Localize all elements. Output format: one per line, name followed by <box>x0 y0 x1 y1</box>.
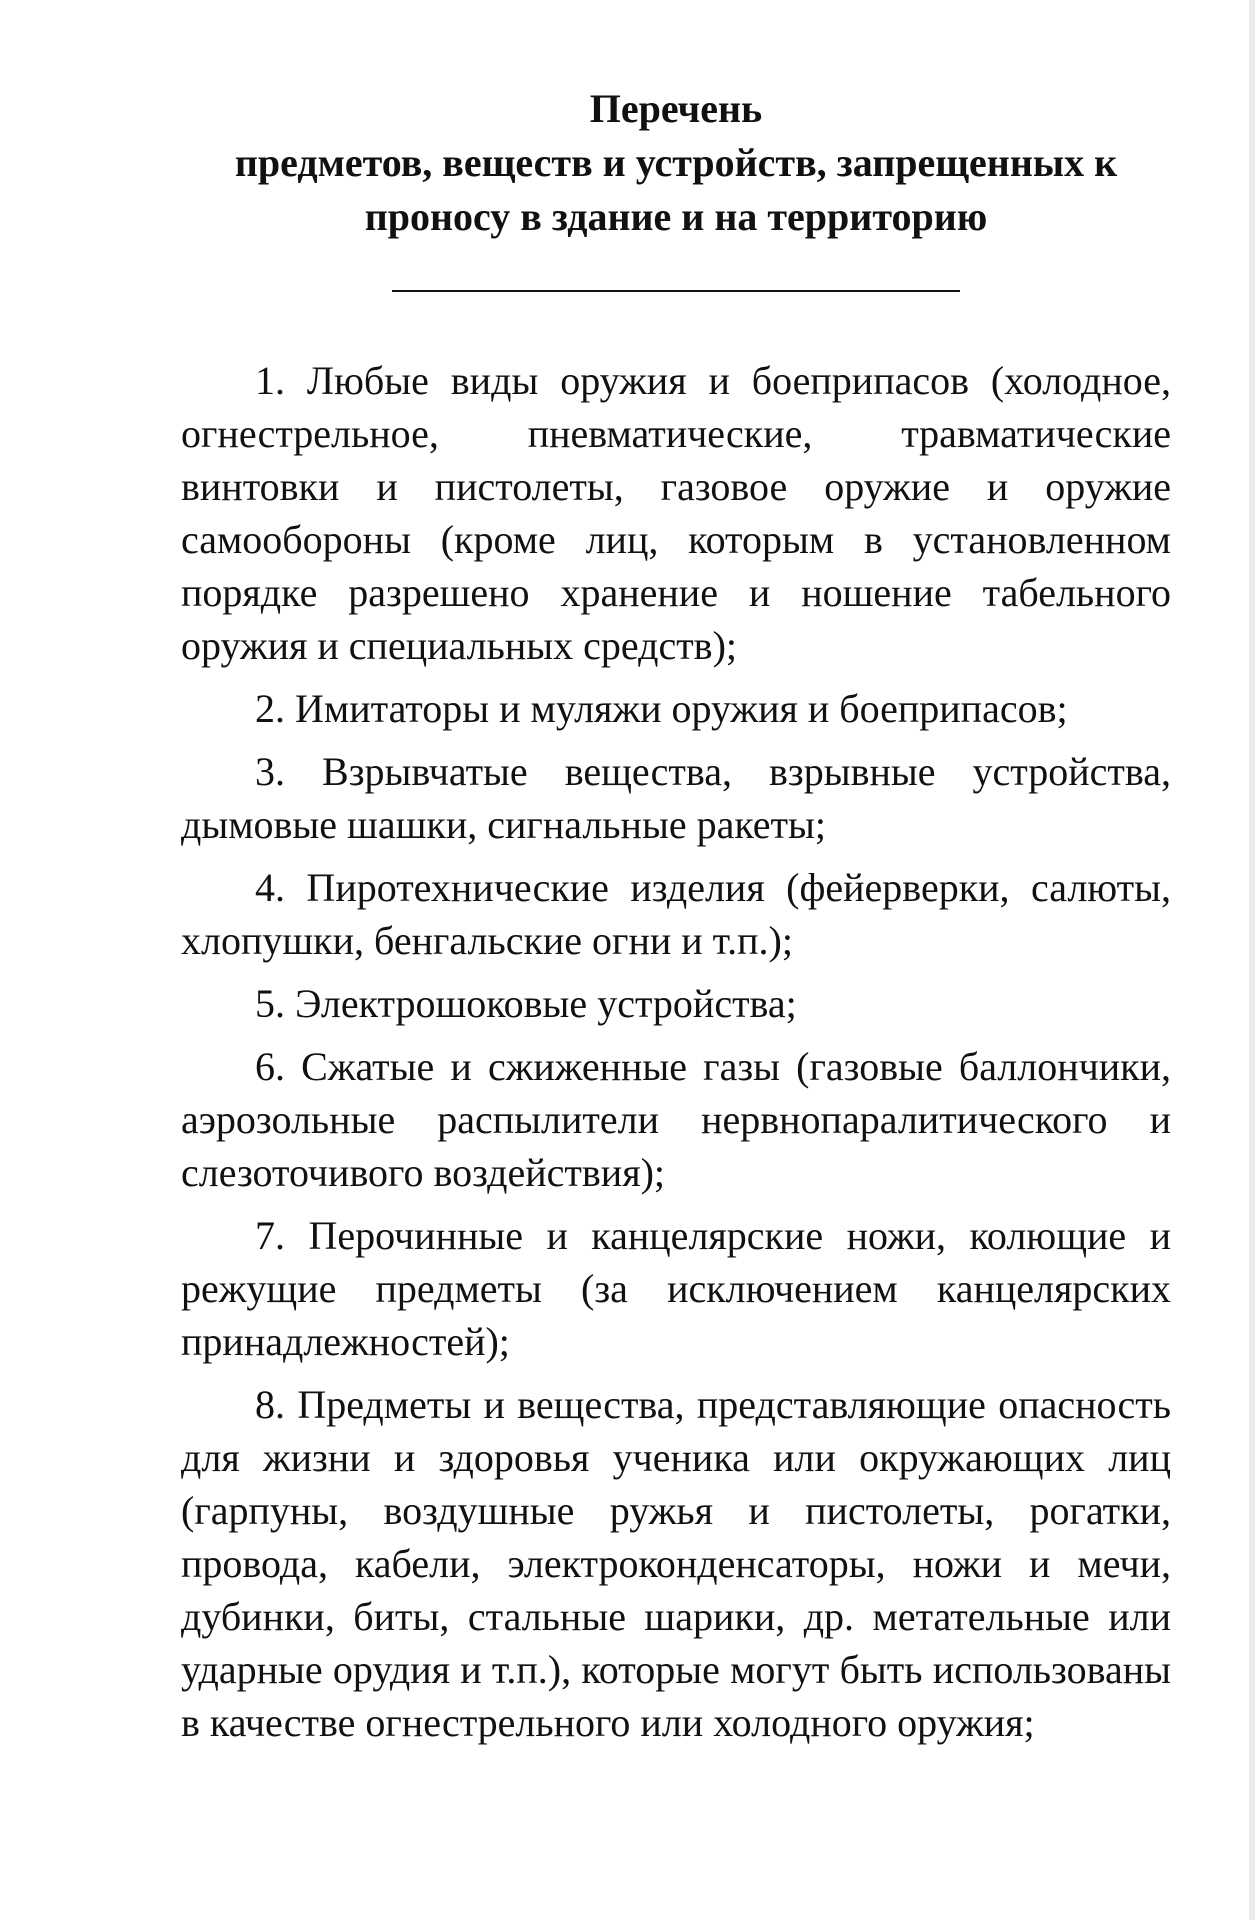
document-title: Перечень <box>589 86 763 131</box>
page-edge <box>1249 0 1255 1920</box>
document-page <box>181 82 1171 1759</box>
list-item-1: 1. Любые виды оружия и боеприпасов (холодное, огнестрельное, пневматические, травматические винтовки и пистолеты, газовое оружие и оружие самообороны (кроме лиц, которым в установленном порядке разрешено хранение и ношение табельного оружия и специальных средств); <box>181 358 1171 668</box>
document-subtitle-line-1: предметов, веществ и устройств, запрещенных к <box>234 140 1118 185</box>
prohibited-items-list <box>181 354 1171 1749</box>
list-item-3: 3. Взрывчатые вещества, взрывные устройства, дымовые шашки, сигнальные ракеты; <box>181 749 1171 847</box>
title-underline <box>392 290 960 292</box>
list-item-4: 4. Пиротехнические изделия (фейерверки, салюты, хлопушки, бенгальские огни и т.п.); <box>181 865 1171 963</box>
list-item-5: 5. Электрошоковые устройства; <box>255 981 797 1026</box>
document-subtitle-line-2: проносу в здание и на территорию <box>364 194 988 239</box>
list-item-8: 8. Предметы и вещества, представляющие опасность для жизни и здоровья ученика или окружающих лиц (гарпуны, воздушные ружья и пистолеты, рогатки, провода, кабели, электроконденсаторы, ножи и мечи, дубинки, биты, стальные шарики, др. метательные или ударные орудия и т.п.), которые могут быть использованы в качестве огнестрельного или холодного оружия; <box>181 1382 1171 1745</box>
list-item-2: 2. Имитаторы и муляжи оружия и боеприпасов; <box>255 686 1068 731</box>
list-item-7: 7. Перочинные и канцелярские ножи, колющие и режущие предметы (за исключением канцелярских принадлежностей); <box>181 1213 1171 1364</box>
list-item-6: 6. Сжатые и сжиженные газы (газовые баллончики, аэрозольные распылители нервнопаралитического и слезоточивого воздействия); <box>181 1044 1171 1195</box>
